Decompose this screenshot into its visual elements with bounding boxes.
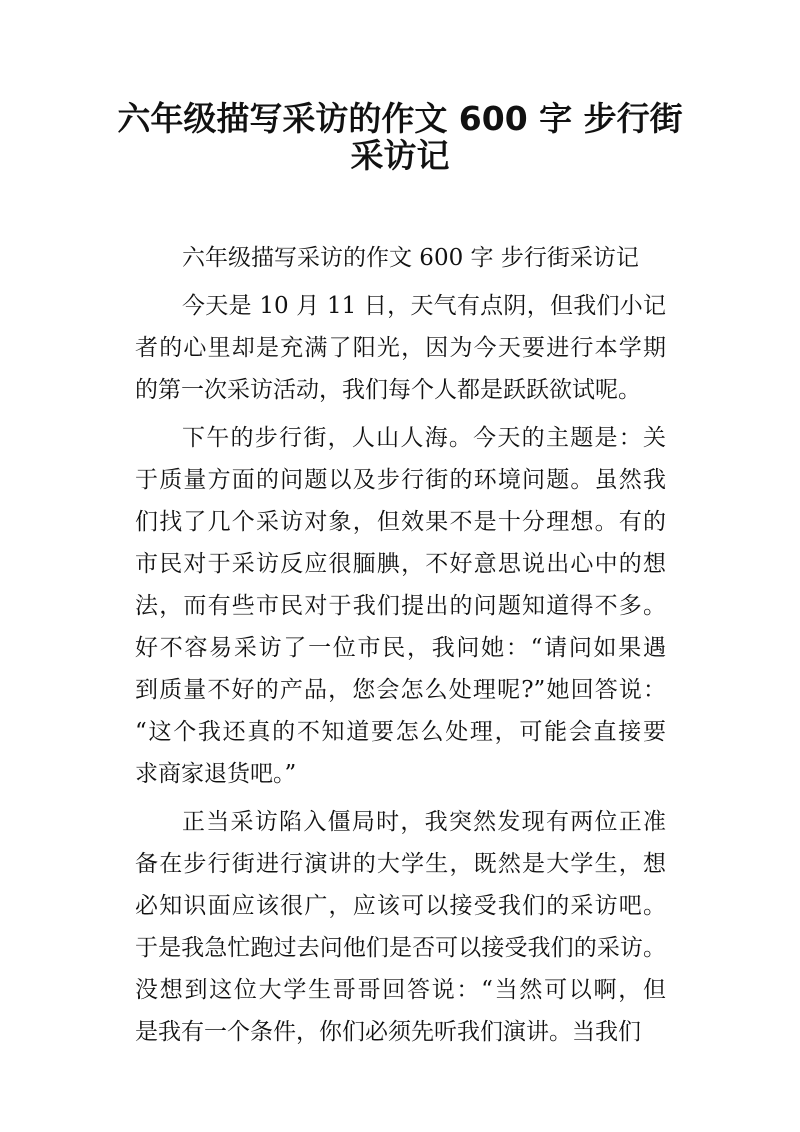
text-line: 必知识面应该很广，应该可以接受我们的采访吧。 bbox=[135, 893, 666, 919]
text-line: 于是我急忙跑过去问他们是否可以接受我们的采访。 bbox=[135, 935, 666, 961]
text-line: 于质量方面的问题以及步行街的环境问题。虽然我 bbox=[135, 467, 666, 493]
title-line: 采访记 bbox=[350, 136, 450, 175]
text-line: 到质量不好的产品，您会怎么处理呢?”她回答说： bbox=[135, 677, 666, 703]
text-line: 六年级描写采访的作文 600 字 步行街采访记 bbox=[182, 245, 639, 271]
document-title bbox=[0, 100, 800, 174]
text-line: 备在步行街进行演讲的大学生，既然是大学生，想 bbox=[135, 851, 666, 877]
text-line: 今天是 10 月 11 日，天气有点阴，但我们小记 bbox=[182, 293, 666, 319]
text-line: 求商家退货吧。” bbox=[135, 761, 297, 787]
text-line: “这个我还真的不知道要怎么处理，可能会直接要 bbox=[135, 719, 666, 745]
paragraph bbox=[135, 801, 666, 1053]
text-line: 法，而有些市民对于我们提出的问题知道得不多。 bbox=[135, 593, 666, 619]
text-line: 没想到这位大学生哥哥回答说：“当然可以啊，但 bbox=[135, 977, 666, 1003]
text-line: 市民对于采访反应很腼腆，不好意思说出心中的想 bbox=[135, 551, 666, 577]
paragraph bbox=[135, 237, 666, 279]
text-line: 者的心里却是充满了阳光，因为今天要进行本学期 bbox=[135, 335, 666, 361]
title-line: 六年级描写采访的作文 600 字 步行街 bbox=[117, 99, 683, 138]
paragraph bbox=[135, 285, 666, 411]
text-line: 的第一次采访活动，我们每个人都是跃跃欲试呢。 bbox=[135, 377, 641, 403]
paragraph bbox=[135, 417, 666, 795]
text-line: 好不容易采访了一位市民，我问她：“请问如果遇 bbox=[135, 635, 666, 661]
document-body bbox=[135, 237, 666, 1059]
text-line: 们找了几个采访对象，但效果不是十分理想。有的 bbox=[135, 509, 666, 535]
text-line: 正当采访陷入僵局时，我突然发现有两位正准 bbox=[182, 809, 666, 835]
text-line: 下午的步行街，人山人海。今天的主题是：关 bbox=[182, 425, 666, 451]
text-line: 是我有一个条件，你们必须先听我们演讲。当我们 bbox=[135, 1019, 641, 1045]
